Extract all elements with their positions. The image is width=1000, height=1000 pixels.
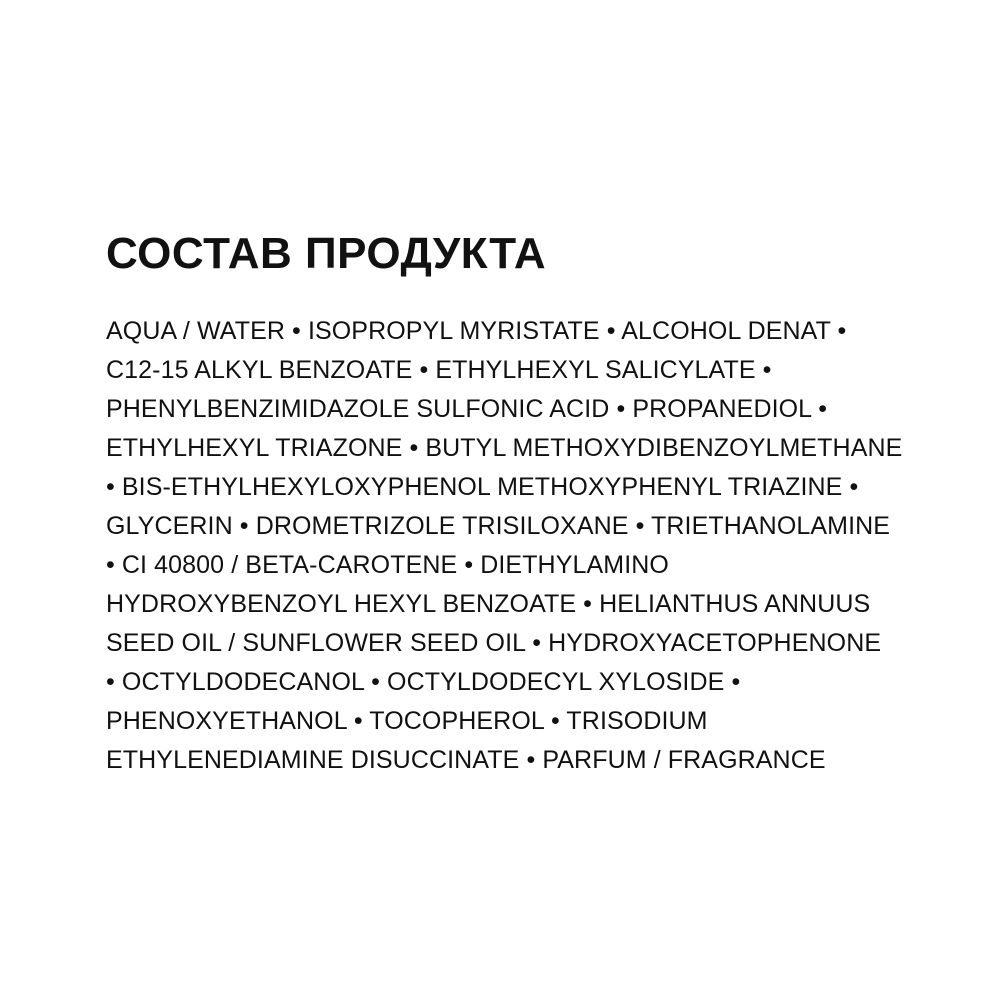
ingredients-panel bbox=[106, 222, 966, 780]
ingredients-list bbox=[106, 312, 966, 780]
page-title: СОСТАВ ПРОДУКТА bbox=[106, 229, 547, 278]
ingredients-line: PHENYLBENZIMIDAZOLE SULFONIC ACID • PROPANEDIOL • bbox=[106, 395, 828, 423]
ingredients-line: AQUA / WATER • ISOPROPYL MYRISTATE • ALCOHOL DENAT • bbox=[106, 317, 847, 345]
ingredients-line: • OCTYLDODECANOL • OCTYLDODECYL XYLOSIDE • bbox=[106, 668, 741, 696]
ingredients-line: PHENOXYETHANOL • TOCOPHEROL • TRISODIUM bbox=[106, 707, 708, 735]
ingredients-line: ETHYLENEDIAMINE DISUCCINATE • PARFUM / FRAGRANCE bbox=[106, 746, 826, 774]
ingredients-line: HYDROXYBENZOYL HEXYL BENZOATE • HELIANTHUS ANNUUS bbox=[106, 590, 871, 618]
ingredients-line: • BIS-ETHYLHEXYLOXYPHENOL METHOXYPHENYL TRIAZINE • bbox=[106, 473, 859, 501]
ingredients-line: ETHYLHEXYL TRIAZONE • BUTYL METHOXYDIBENZOYLMETHANE bbox=[106, 434, 903, 462]
ingredients-line: C12-15 ALKYL BENZOATE • ETHYLHEXYL SALICYLATE • bbox=[106, 356, 772, 384]
ingredients-line: SEED OIL / SUNFLOWER SEED OIL • HYDROXYACETOPHENONE bbox=[106, 629, 882, 657]
ingredients-line: GLYCERIN • DROMETRIZOLE TRISILOXANE • TRIETHANOLAMINE bbox=[106, 512, 891, 540]
ingredients-line: • CI 40800 / BETA-CAROTENE • DIETHYLAMINO bbox=[106, 551, 669, 579]
